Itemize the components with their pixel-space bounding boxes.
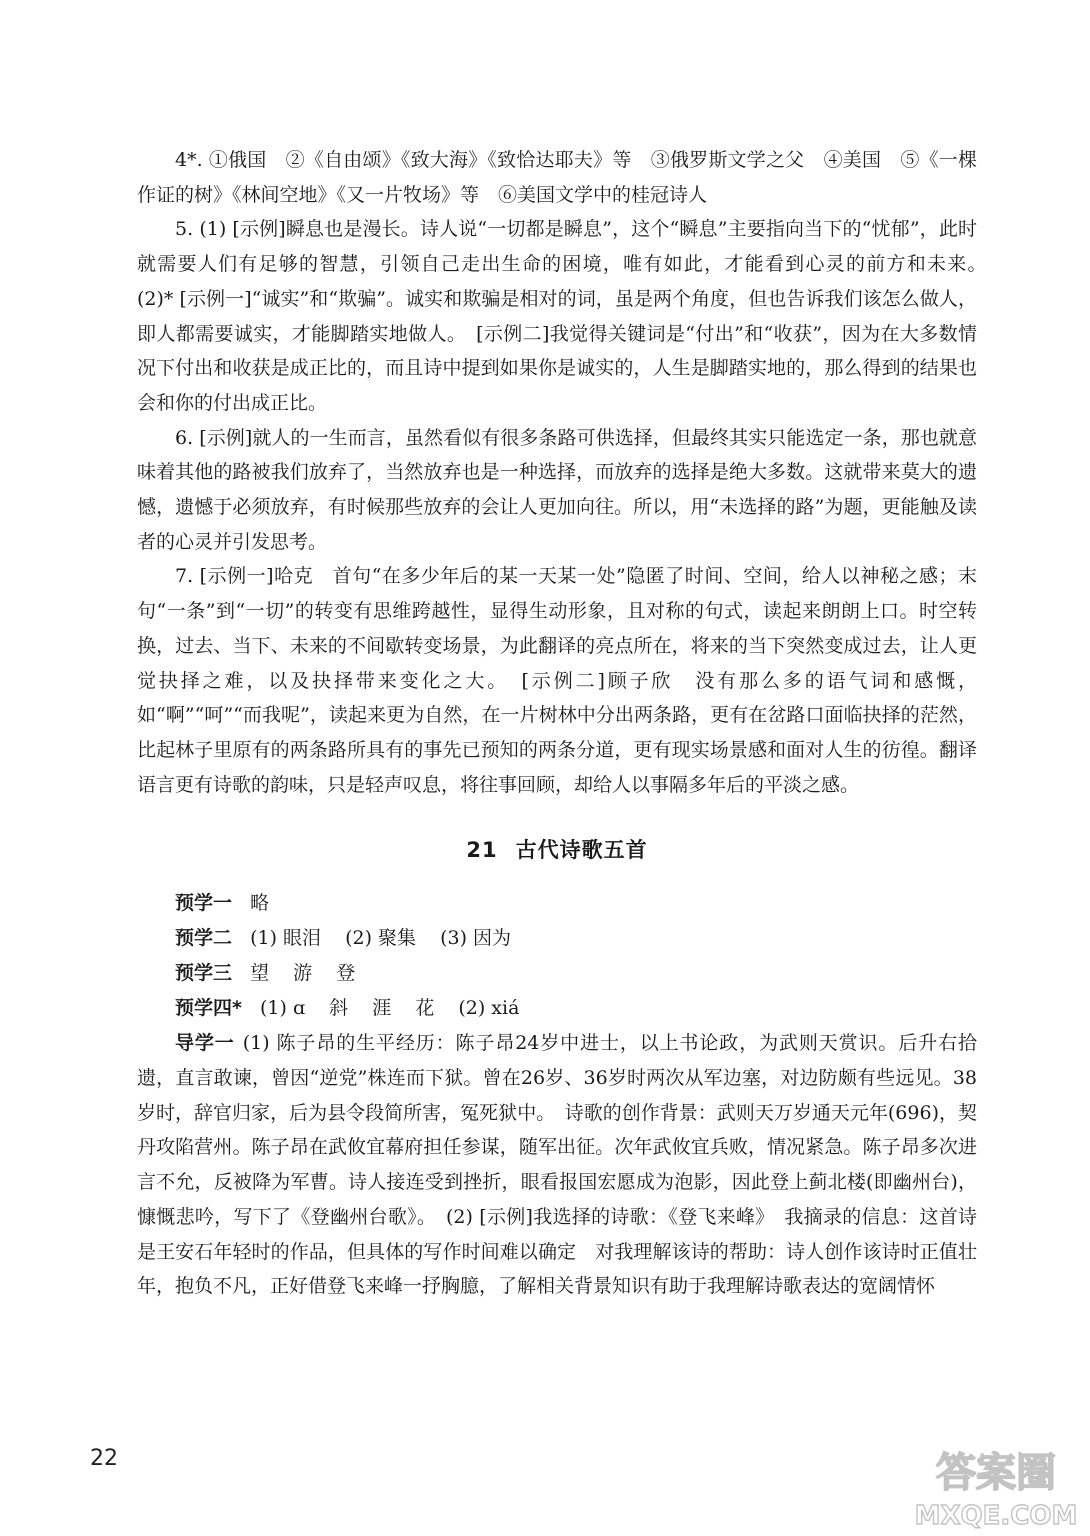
watermark-logo (910, 1440, 1082, 1532)
preview-item-4 (137, 991, 977, 1026)
guide-text: (1) 陈子昂的生平经历：陈子昂24岁中进士，以上书论政，为武则天赏识。后升右拾遗，直言敢谏，曾因“逆党”株连而下狱。曾在26岁、36岁时两次从军边塞，对边防颇有些远见。38岁时，辞官归家，后为县令段简所害，冤死狱中。 诗歌的创作背景：武则天万岁通天元年(696)，契丹攻陷营州。陈子昂在武攸宜幕府担任参谋，随军出征。次年武攸宜兵败，情况紧急。陈子昂多次进言不允，反被降为军曹。诗人接连受到挫折，眼看报国宏愿成为泡影，因此登上蓟北楼(即幽州台)，慷慨悲吟，写下了《登幽州台歌》。 (2) [示例]我选择的诗歌：《登飞来峰》 我摘录的信息：这首诗是王安石年轻时的作品，但具体的写作时间难以确定 对我理解该诗的帮助：诗人创作该诗时正值壮年，抱负不凡，正好借登飞来峰一抒胸臆，了解相关背景知识有助于我理解诗歌表达的宽阔情怀 (137, 1032, 977, 1298)
section-heading (137, 834, 977, 864)
preview-value: (1) ɑ (259, 997, 306, 1020)
answer-paragraph-5: 5. (1) [示例]瞬息也是漫长。诗人说“一切都是瞬息”，这个“瞬息”主要指向当下的“忧郁”，此时就需要人们有足够的智慧，引领自己走出生命的困境，唯有如此，才能看到心灵的前方和未来。 (2)* [示例一]“诚实”和“欺骗”。诚实和欺骗是相对的词，虽是两个角度，但也告诉我们该怎么做人，即人都需要诚实，才能脚踏实地做人。 [示例二]我觉得关键词是“付出”和“收获”，因为在大多数情况下付出和收获是成正比的，而且诗中提到如果你是诚实的，人生是脚踏实地的，那么得到的结果也会和你的付出成正比。 (137, 218, 997, 414)
guide-paragraph (137, 1026, 977, 1304)
page-content (137, 143, 997, 1304)
preview-label: 预学四* (175, 997, 242, 1020)
answer-paragraph-7: 7. [示例一]哈克 首句“在多少年后的某一天某一处”隐匿了时间、空间，给人以神秘之感；末句“一条”到“一切”的转变有思维跨越性，显得生动形象，且对称的句式，读起来朗朗上口。时空转换，过去、当下、未来的不间歇转变场景，为此翻译的亮点所在，将来的当下突然变成过去，让人更觉抉择之难，以及抉择带来变化之大。 [示例二]顾子欣 没有那么多的语气词和感慨，如“啊”“呵”“而我呢”，读起来更为自然，在一片树林中分出两条路，更有在岔路口面临抉择的茫然，比起林子里原有的两条路所具有的事先已预知的两条分道，更有现实场景感和面对人生的彷徨。翻译语言更有诗歌的韵味，只是轻声叹息，将往事回顾，却给人以事隔多年后的平淡之感。 (137, 565, 977, 796)
preview-label: 预学三 (175, 962, 233, 985)
preview-value: 斜 (329, 997, 349, 1020)
page-number: 22 (90, 1446, 118, 1471)
preview-value: 花 (415, 997, 435, 1020)
preview-item-2 (137, 921, 977, 956)
preview-label: 预学一 (175, 892, 233, 915)
preview-value: (2) xiá (458, 997, 520, 1020)
watermark-bottom-text: MXQE.COM (914, 1501, 1078, 1531)
preview-value: 略 (250, 892, 270, 915)
section-title: 古代诗歌五首 (515, 838, 648, 863)
guide-label: 导学一 (175, 1032, 235, 1055)
answer-paragraph-4: 4*. ①俄国 ②《自由颂》《致大海》《致恰达耶夫》等 ③俄罗斯文学之父 ④美国 ⑤《一棵作证的树》《林间空地》《又一片牧场》等 ⑥美国文学中的桂冠诗人 (137, 149, 977, 206)
watermark-top-text: 答案圈 (936, 1450, 1056, 1496)
section-number: 21 (466, 838, 498, 863)
preview-value: (3) 因为 (440, 927, 512, 950)
preview-value: (2) 聚集 (345, 927, 417, 950)
preview-value: 涯 (372, 997, 392, 1020)
preview-value: (1) 眼泪 (250, 927, 322, 950)
preview-value: 游 (293, 962, 313, 985)
answer-paragraph-6: 6. [示例]就人的一生而言，虽然看似有很多条路可供选择，但最终其实只能选定一条，那也就意味着其他的路被我们放弃了，当然放弃也是一种选择，而放弃的选择是绝大多数。这就带来莫大的遗憾，遗憾于必须放弃，有时候那些放弃的会让人更加向往。所以，用“未选择的路”为题，更能触及读者的心灵并引发思考。 (137, 426, 977, 553)
preview-item-3 (137, 956, 977, 991)
preview-label: 预学二 (175, 927, 233, 950)
preview-value: 登 (336, 962, 356, 985)
preview-value: 望 (250, 962, 270, 985)
preview-item-1 (137, 886, 977, 921)
